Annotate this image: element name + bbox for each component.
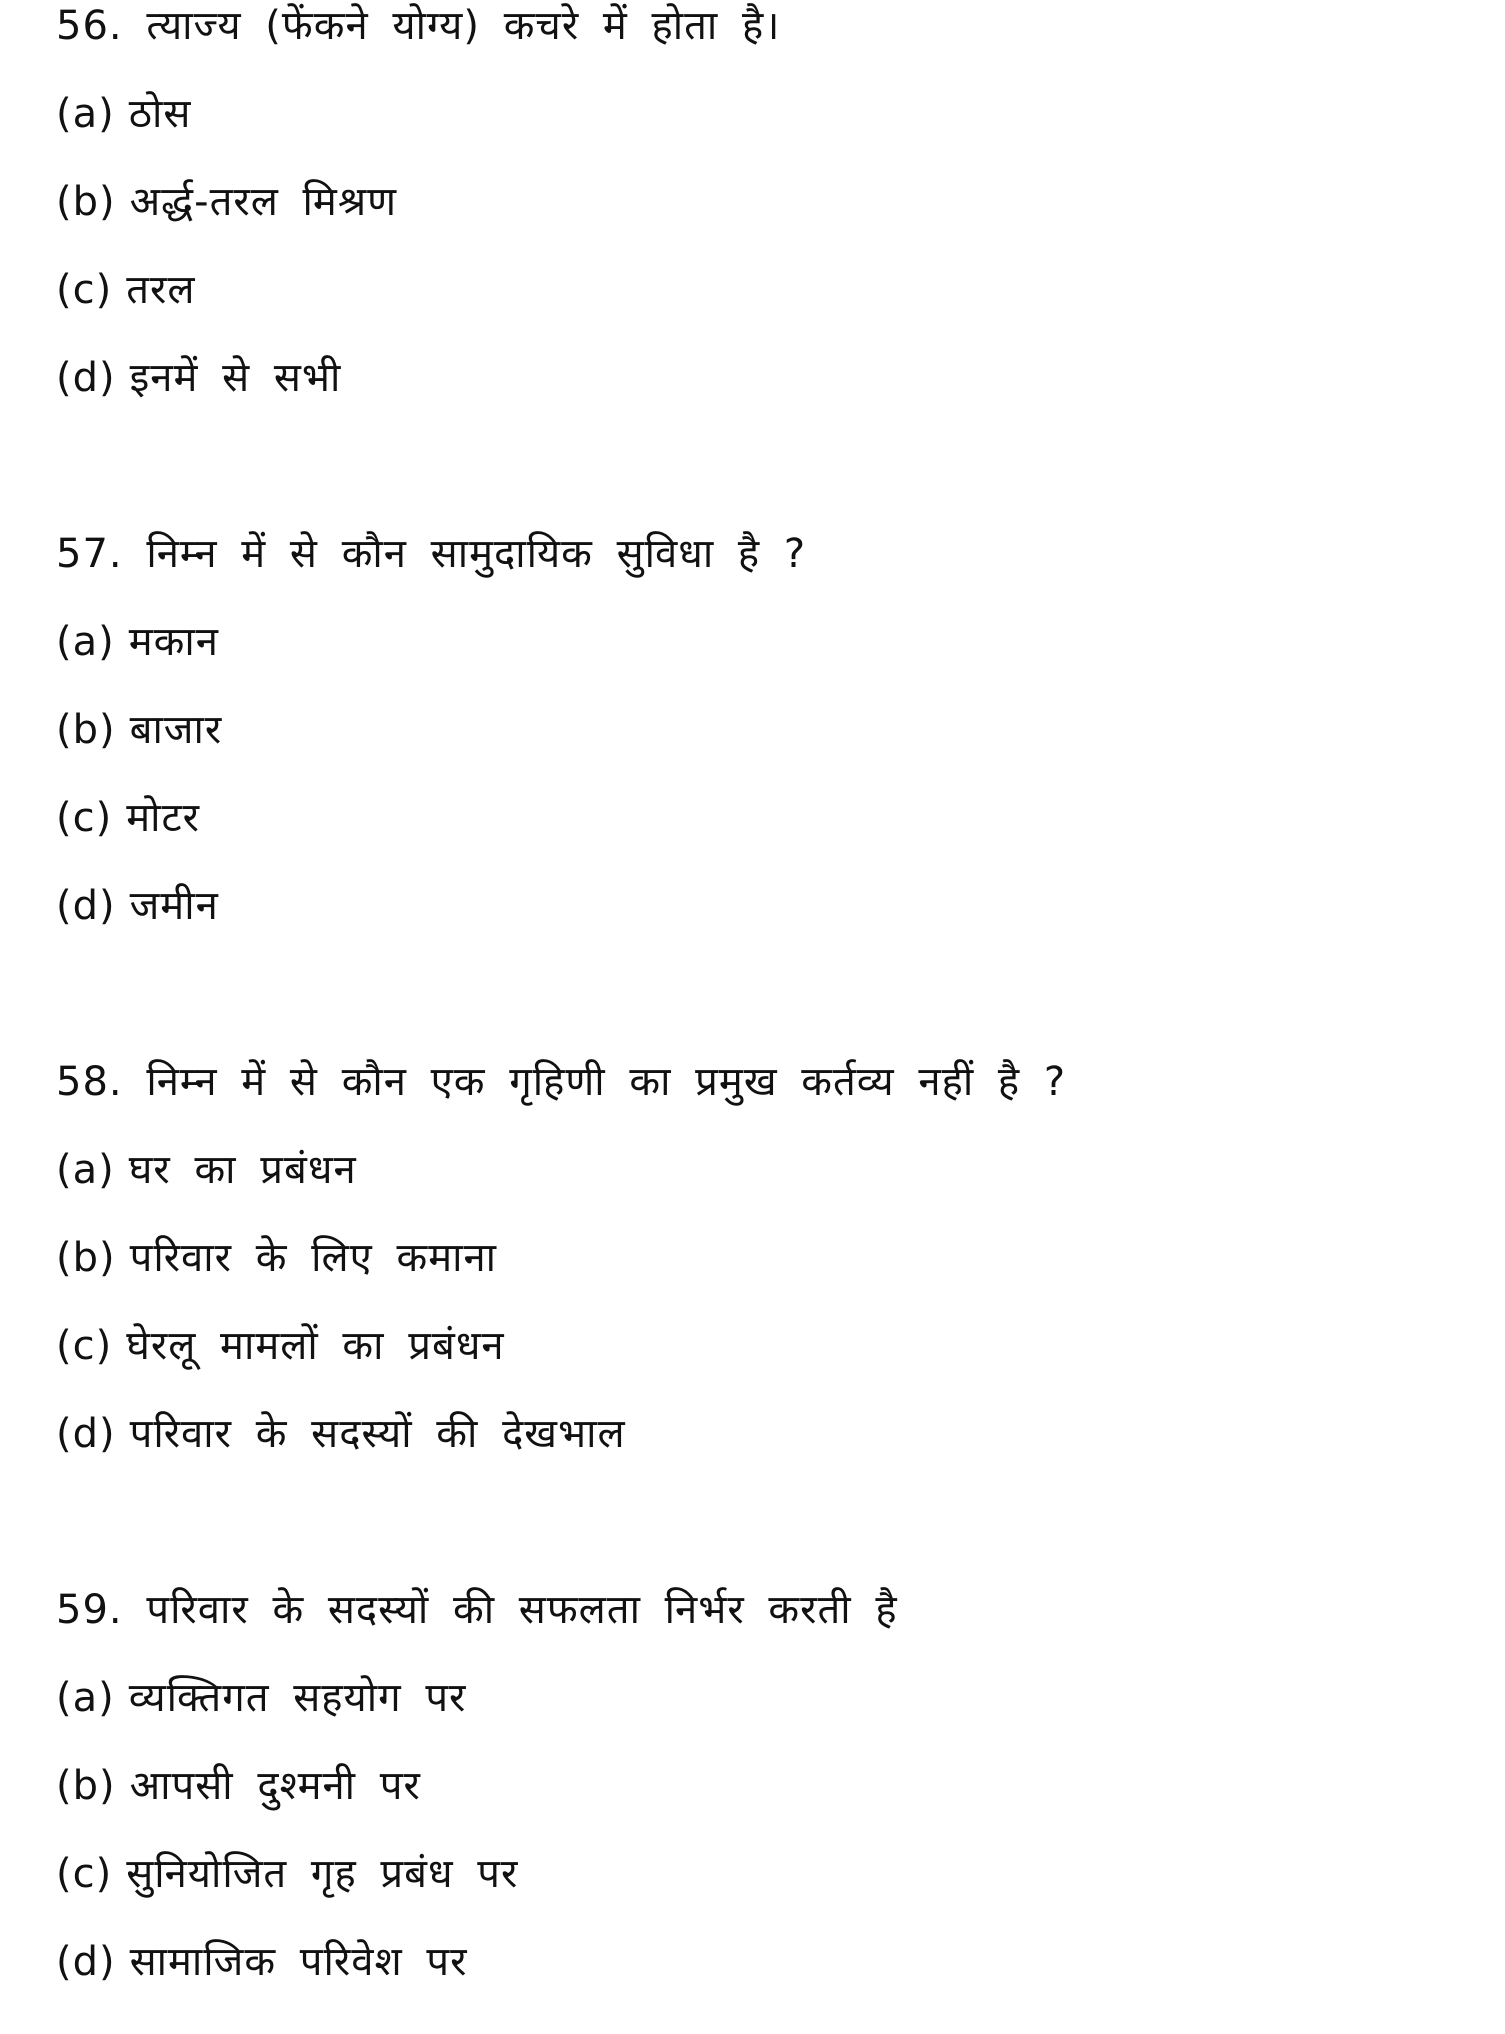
question-58 [56,1038,1456,1478]
option-letter: (c) [56,1323,113,1369]
option-text: व्यक्तिगत सहयोग पर [128,1675,467,1721]
question-57 [56,510,1456,950]
option-c [56,774,1456,862]
option-letter: (b) [56,1235,116,1281]
question-stem [56,1038,1456,1126]
option-text: परिवार के सदस्यों की देखभाल [129,1411,626,1457]
option-text: अर्द्ध-तरल मिश्रण [129,179,398,225]
option-a [56,1126,1456,1214]
option-d [56,862,1456,950]
option-a [56,598,1456,686]
option-d [56,334,1456,422]
question-stem [56,0,1456,70]
option-text: जमीन [129,883,219,929]
question-text: परिवार के सदस्यों की सफलता निर्भर करती है [146,1587,898,1633]
option-letter: (d) [56,1939,116,1985]
option-b [56,686,1456,774]
option-letter: (d) [56,1411,116,1457]
option-text: इनमें से सभी [129,355,342,401]
question-number: 58. [56,1059,123,1105]
option-text: ठोस [128,91,192,137]
option-text: मकान [128,619,219,665]
option-c [56,1830,1456,1918]
option-letter: (a) [56,1147,115,1193]
question-stem [56,510,1456,598]
option-text: घेरलू मामलों का प्रबंधन [126,1323,505,1369]
option-text: परिवार के लिए कमाना [129,1235,498,1281]
option-letter: (c) [56,1851,113,1897]
question-56 [56,0,1456,422]
question-stem [56,1566,1456,1654]
option-letter: (c) [56,795,113,841]
option-letter: (d) [56,883,116,929]
option-letter: (b) [56,1763,116,1809]
option-letter: (a) [56,619,115,665]
option-text: मोटर [126,795,201,841]
option-a [56,1654,1456,1742]
option-b [56,1742,1456,1830]
option-c [56,246,1456,334]
option-text: तरल [126,267,196,313]
option-text: सुनियोजित गृह प्रबंध पर [126,1851,519,1897]
option-b [56,158,1456,246]
question-text: निम्न में से कौन एक गृहिणी का प्रमुख कर्तव्य नहीं है ? [146,1059,1067,1105]
option-text: आपसी दुश्मनी पर [129,1763,421,1809]
option-letter: (a) [56,91,115,137]
question-number: 59. [56,1587,123,1633]
option-a [56,70,1456,158]
question-59 [56,1566,1456,2006]
option-letter: (c) [56,267,113,313]
option-d [56,1390,1456,1478]
question-text: त्याज्य (फेंकने योग्य) कचरे में होता है। [146,3,781,49]
option-d [56,1918,1456,2006]
option-text: घर का प्रबंधन [128,1147,357,1193]
option-text: बाजार [129,707,223,753]
option-letter: (b) [56,707,116,753]
question-number: 56. [56,3,123,49]
question-number: 57. [56,531,123,577]
option-letter: (b) [56,179,116,225]
option-c [56,1302,1456,1390]
option-letter: (a) [56,1675,115,1721]
option-text: सामाजिक परिवेश पर [129,1939,468,1985]
option-b [56,1214,1456,1302]
option-letter: (d) [56,355,116,401]
question-text: निम्न में से कौन सामुदायिक सुविधा है ? [146,531,807,577]
